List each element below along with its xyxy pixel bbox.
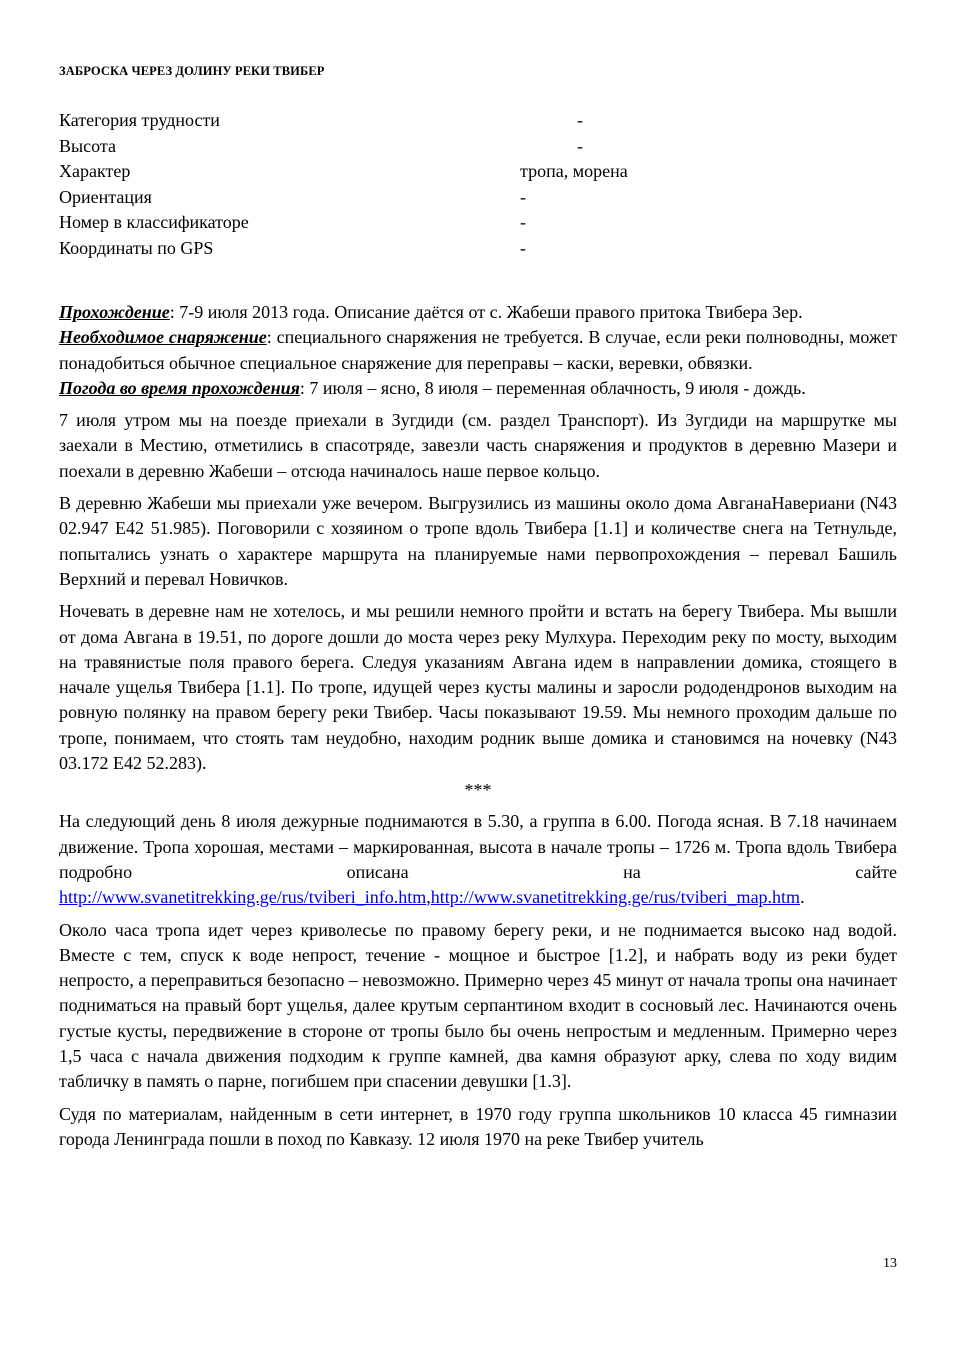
- property-value: тропа, морена: [520, 161, 628, 182]
- passage-label: Прохождение: [59, 302, 170, 322]
- page-number: 13: [883, 1256, 897, 1271]
- link-tviberi-info[interactable]: http://www.svanetitrekking.ge/rus/tviberi_info.htm: [59, 887, 427, 908]
- paragraph: 7 июля утром мы на поезде приехали в Зугдиди (см. раздел Транспорт). Из Зугдиди на маршрутке мы заехали в Местию, отметились в спасотряде, завезли часть снаряжения и продуктов в деревню Мазери и поехали в деревню Жабеши – отсюда начиналось наше первое кольцо.: [59, 410, 897, 481]
- property-label: Высота: [59, 135, 116, 156]
- properties-table: [59, 108, 899, 262]
- paragraph: Ночевать в деревне нам не хотелось, и мы решили немного пройти и встать на берегу Твибера. Мы вышли от дома Авгана в 19.51, по дороге дошли до моста через реку Мулхура. Переходим реку по мосту, выходим на травянистые поля правого берега. Следуя указаниям Авгана идем в направлении домика, стоящего в начале ущелья Твибера [1.1]. По тропе, идущей через кусты малины и заросли рододендронов выходим на ровную полянку на правом берегу реки Твибер. Часы показывают 19.59. Мы немного проходим дальше по тропе, понимаем, что стоять там неудобно, находим родник выше домика и становимся на ночевку (N43 03.172 E42 52.283).: [59, 601, 897, 774]
- route-info: [59, 300, 897, 401]
- paragraph: [59, 809, 897, 910]
- weather-text: : 7 июля – ясно, 8 июля – переменная облачность, 9 июля - дождь.: [299, 377, 806, 398]
- weather-line: [59, 376, 897, 401]
- property-value: -: [577, 135, 583, 156]
- equipment-line: [59, 325, 897, 376]
- property-row: [59, 185, 899, 211]
- property-row: [59, 108, 899, 134]
- section-separator: ***: [464, 780, 492, 801]
- property-value: -: [577, 110, 583, 130]
- weather-label: Погода во время прохождения: [59, 377, 300, 398]
- passage-text: : 7-9 июля 2013 года. Описание даётся от с. Жабеши правого притока Твибера Зер.: [169, 302, 803, 322]
- document-body: [59, 300, 897, 1159]
- property-label: Категория трудности: [59, 110, 220, 130]
- property-label: Ориентация: [59, 186, 152, 207]
- paragraph: Около часа тропа идет через криволесье по правому берегу реки, и не поднимается высоко над водой. Вместе с тем, спуск к воде непрост, течение - мощное и быстрое [1.2], и набрать воду из реки будет непросто, а переправиться безопасно – невозможно. Примерно через 45 минут от начала тропы она начинает подниматься на правый борт ущелья, далее крутым серпантином входит в сосновый лес. Начинаются очень густые кусты, передвижение в стороне от тропы было бы очень непростым и медленным. Примерно через 1,5 часа с начала движения подходим к группе камней, два камня образуют арку, слева по ходу видим табличку в память о парне, погибшем при спасении девушки [1.3].: [59, 919, 897, 1092]
- link-separator: ,: [426, 887, 431, 908]
- paragraph: Судя по материалам, найденным в сети интернет, в 1970 году группа школьников 10 класса 45 гимназии города Ленинграда пошли в поход по Кавказу. 12 июля 1970 на реке Твибер учитель: [59, 1103, 897, 1149]
- document-title: ЗАБРОСКА ЧЕРЕЗ ДОЛИНУ РЕКИ ТВИБЕР: [59, 64, 325, 78]
- passage-line: [59, 300, 897, 325]
- property-label: Координаты по GPS: [59, 237, 214, 258]
- property-value: -: [520, 186, 526, 207]
- equipment-text: : специального снаряжения не требуется. В случае, если реки полноводны, может понадобиться обычное специальное снаряжение для переправы – каски, веревки, обвязки.: [59, 327, 897, 373]
- property-row: [59, 210, 899, 236]
- paragraph-text: На следующий день 8 июля дежурные поднимаются в 5.30, а группа в 6.00. Погода ясная. В 7.18 начинаем движение. Тропа хорошая, местами – маркированная, высота в начале тропы – 1726 м. Тропа вдоль Твибера подробно описана на сайте: [59, 811, 897, 882]
- paragraph: В деревню Жабеши мы приехали уже вечером. Выгрузились из машины около дома АвганаНавериани (N43 02.947 E42 51.985). Поговорили с хозяином о тропе вдоль Твибера [1.1] и количестве снега на Тетнульде, попытались узнать о характере маршрута на планируемые нами первопрохождения – перевал Башиль Верхний и перевал Новичков.: [59, 493, 897, 589]
- link-tviberi-map[interactable]: http://www.svanetitrekking.ge/rus/tviberi_map.htm: [430, 887, 801, 908]
- property-row: [59, 134, 899, 160]
- equipment-label: Необходимое снаряжение: [59, 327, 267, 348]
- property-label: Номер в классификаторе: [59, 212, 249, 233]
- link-end: .: [800, 887, 805, 908]
- property-value: -: [520, 237, 526, 258]
- property-row: [59, 159, 899, 185]
- property-row: [59, 236, 899, 262]
- property-value: -: [520, 212, 526, 233]
- property-label: Характер: [59, 161, 131, 182]
